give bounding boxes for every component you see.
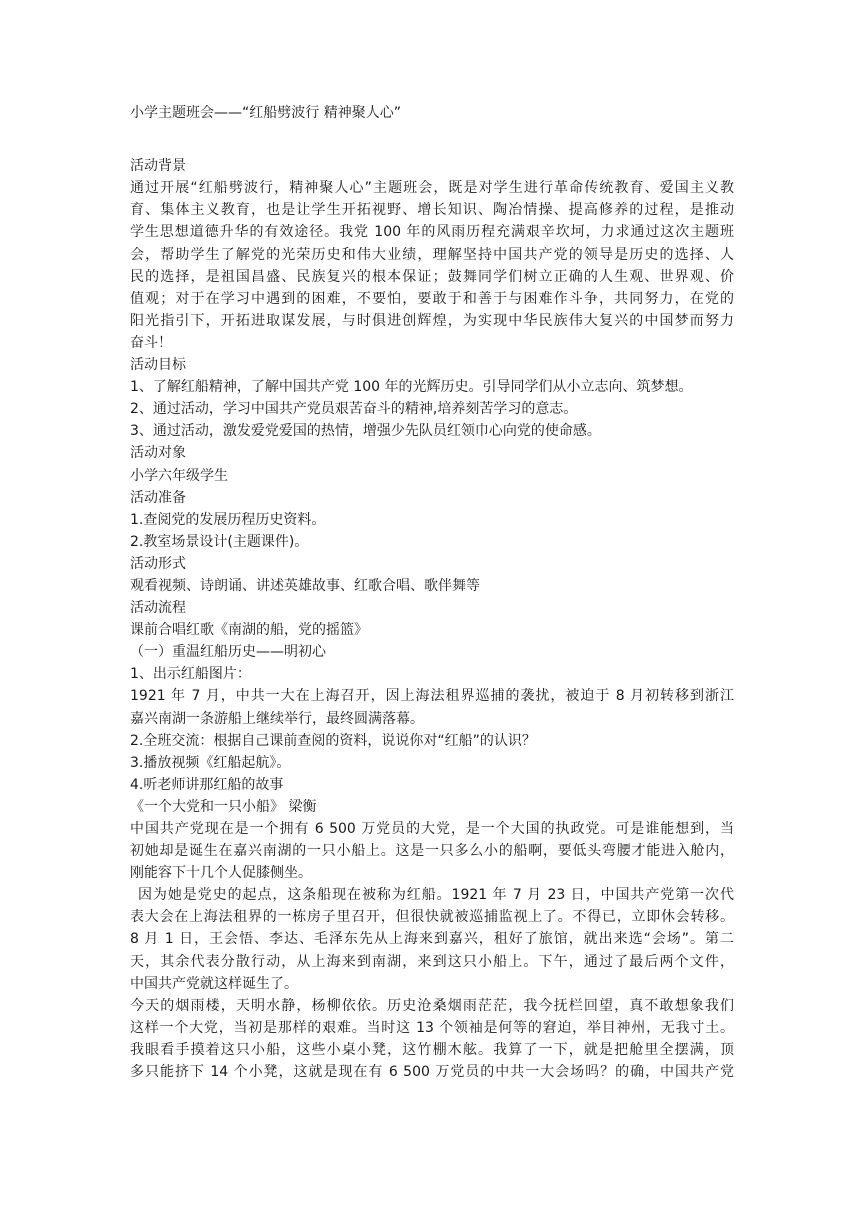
document-body [130,155,734,1083]
text-line: 活动背景 [130,158,186,175]
text-line: （一）重温红船历史——明初心 [130,644,326,661]
text-line: 中国共产党现在是一个拥有 6 500 万党员的大党，是一个大国的执政党。可是谁能想到，当 [130,821,734,837]
text-line: 3、通过活动，激发爱党爱国的热情，增强少先队员红领巾心向党的使命感。 [130,423,601,440]
text-line: 会，帮助学生了解党的光荣历史和伟大业绩，理解坚持中国共产党的领导是历史的选择、人 [130,246,734,263]
text-line: 育、集体主义教育，也是让学生开拓视野、增长知识、陶冶情操、提高修养的过程，是推动 [130,202,734,219]
text-line: 表大会在上海法租界的一栋房子里召开，但很快就被巡捕监视上了。不得已，立即休会转移。 [130,909,734,926]
document-title: 小学主题班会——“红船劈波行 精神聚人心” [130,105,401,121]
text-line: 课前合唱红歌《南湖的船，党的摇篮》 [130,622,368,639]
text-line: 值观；对于在学习中遇到的困难，不要怕，要敢于和善于与困难作斗争，共同努力，在党的 [130,290,734,307]
text-line: 1921 年 7 月，中共一大在上海召开，因上海法租界巡捕的袭扰，被迫于 8 月初转移到浙江 [130,688,734,705]
text-line: 2.全班交流：根据自己课前查阅的资料，说说你对“红船”的认识？ [130,732,536,749]
text-line: 活动对象 [130,445,186,462]
text-line: 学生思想道德升华的有效途径。我党 100 年的风雨历程充满艰辛坎坷，力求通过这次主题班 [130,224,734,241]
text-line: 阳光指引下，开拓进取谋发展，与时俱进创辉煌，为实现中华民族伟大复兴的中国梦而努力 [130,312,734,329]
text-line: 3.播放视频《红船起航》。 [130,754,291,771]
text-line: 4.听老师讲那红船的故事 [130,776,284,793]
text-line: 刚能容下十几个人促膝侧坐。 [130,865,312,882]
text-line: 天，其余代表分散行动，从上海来到南湖，来到这只小船上。下午，通过了最后两个文件， [130,953,734,970]
text-line: 小学六年级学生 [130,467,228,484]
title-spacer [130,124,734,146]
text-line: 我眼看手摸着这只小船，这些小桌小凳，这竹棚木舷。我算了一下，就是把舱里全摆满，顶 [130,1041,734,1058]
text-line: 1.查阅党的发展历程历史资料。 [130,511,326,528]
text-line: 1、出示红船图片： [130,666,251,683]
text-line: 嘉兴南湖一条游船上继续举行，最终圆满落幕。 [130,710,424,727]
text-line: 活动准备 [130,489,186,506]
title-spacer-small [130,146,734,155]
text-line: 活动流程 [130,600,186,617]
text-line: 初她却是诞生在嘉兴南湖的一只小船上。这是一只多么小的船啊，要低头弯腰才能进入舱内， [130,843,734,860]
text-line: 民的选择，是祖国昌盛、民族复兴的根本保证；鼓舞同学们树立正确的人生观、世界观、价 [130,268,734,285]
document-page [130,102,734,1083]
text-line: 通过开展“红船劈波行，精神聚人心”主题班会，既是对学生进行革命传统教育、爱国主义教 [130,180,734,197]
text-line: 今天的烟雨楼，天明水静，杨柳依依。历史沧桑烟雨茫茫，我今抚栏回望，真不敢想象我们 [130,997,734,1014]
text-line: 因为她是党史的起点，这条船现在被称为红船。1921 年 7 月 23 日，中国共产党第一次代 [138,887,734,904]
text-line: 奋斗！ [130,334,172,351]
text-line: 2.教室场景设计(主题课件)。 [130,533,309,550]
text-line: 1、了解红船精神，了解中国共产党 100 年的光辉历史。引导同学们从小立志向、筑梦想。 [130,379,693,396]
text-line: 观看视频、诗朗诵、讲述英雄故事、红歌合唱、歌伴舞等 [130,577,480,594]
text-line: 活动形式 [130,555,186,572]
text-line: 这样一个大党，当初是那样的艰难。当时这 13 个领袖是何等的窘迫，举目神州，无我寸土。 [130,1019,734,1036]
text-line: 中国共产党就这样诞生了。 [130,975,298,992]
text-line: 2、通过活动，学习中国共产党员艰苦奋斗的精神,培养刻苦学习的意志。 [130,401,578,418]
text-line: 《一个大党和一只小船》 梁衡 [130,798,317,815]
text-line: 多只能挤下 14 个小凳，这就是现在有 6 500 万党员的中共一大会场吗？的确，中国共产党 [130,1064,734,1081]
text-line: 活动目标 [130,357,186,374]
text-line: 8 月 1 日，王会悟、李达、毛泽东先从上海来到嘉兴，租好了旅馆，就出来选“会场”。第二 [130,931,734,948]
